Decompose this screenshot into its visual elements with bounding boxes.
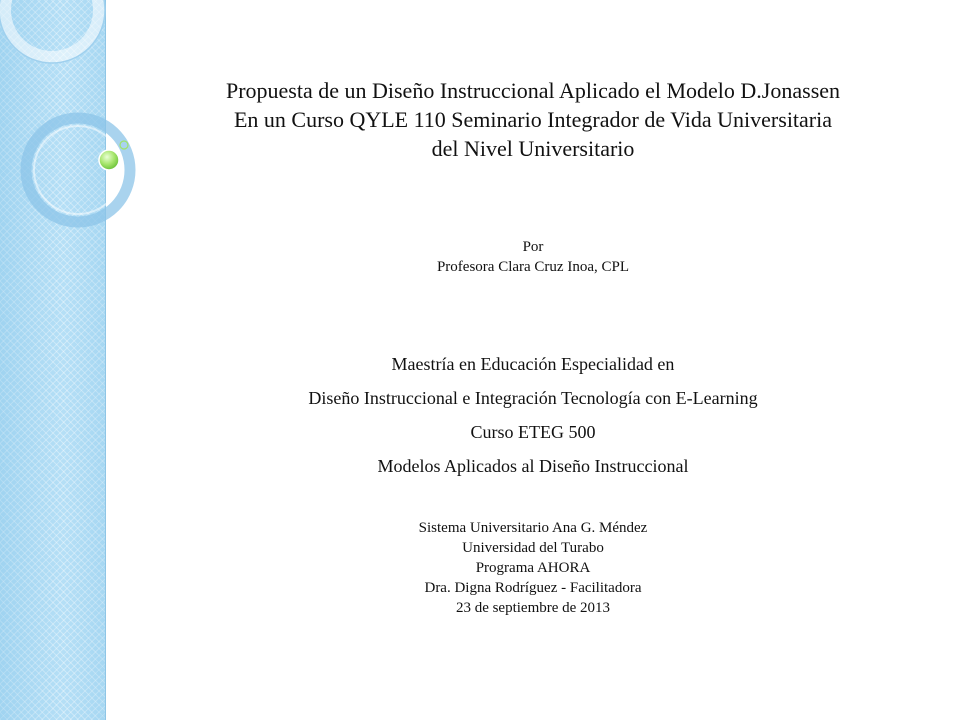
title-line-1: Propuesta de un Diseño Instruccional Aplicado el Modelo D.Jonassen [225, 78, 841, 103]
program-degree: Maestría en Educación Especialidad en [391, 354, 675, 374]
institution-date: 23 de septiembre de 2013 [455, 600, 611, 616]
slide-content [106, 0, 960, 720]
author-by: Por [522, 239, 544, 255]
author-block [106, 237, 960, 277]
institution-program: Programa AHORA [475, 560, 591, 576]
title-line-2: En un Curso QYLE 110 Seminario Integrador de Vida Universitaria [233, 107, 833, 132]
title-line-3: del Nivel Universitario [431, 136, 635, 161]
institution-university: Universidad del Turabo [462, 540, 604, 556]
ring-large [5, 0, 99, 57]
program-course-name: Modelos Aplicados al Diseño Instruccional [377, 456, 689, 476]
presentation-title [106, 76, 960, 163]
institution-system: Sistema Universitario Ana G. Méndez [418, 520, 648, 536]
program-course: Curso ETEG 500 [470, 422, 596, 442]
author-name: Profesora Clara Cruz Inoa, CPL [436, 259, 630, 275]
institution-facilitator: Dra. Digna Rodríguez - Facilitadora [424, 580, 642, 596]
institution-block [106, 518, 960, 618]
program-specialty: Diseño Instruccional e Integración Tecnología con E-Learning [308, 388, 758, 408]
program-block [106, 347, 960, 483]
